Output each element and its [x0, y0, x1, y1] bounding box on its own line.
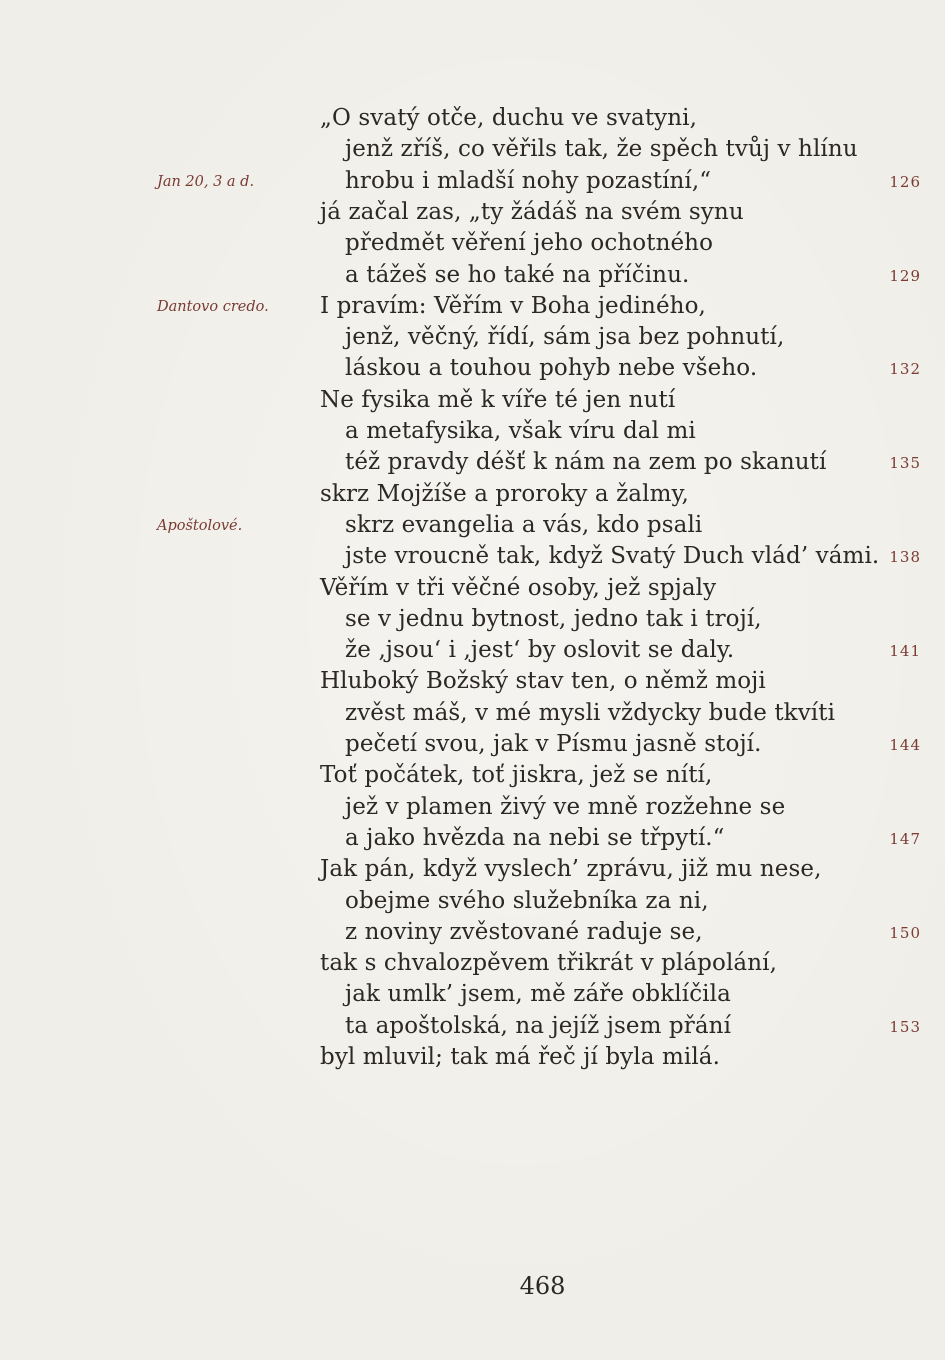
line-number: 141 — [889, 642, 921, 661]
line-number: 132 — [889, 360, 921, 379]
line-number: 153 — [889, 1017, 921, 1036]
verse-text: skrz evangelia a vás, kdo psali — [345, 511, 703, 538]
verse-text: skrz Mojžíše a proroky a žalmy, — [320, 480, 689, 507]
verse-line — [0, 698, 945, 729]
verse-text: hrobu i mladší nohy pozastíní,“ — [345, 167, 712, 194]
verse-line — [0, 228, 945, 259]
verse-text: jak umlk’ jsem, mě záře obklíčila — [345, 981, 731, 1008]
verse-text: Hluboký Božský stav ten, o němž moji — [320, 668, 766, 695]
verse-text: byl mluvil; tak má řeč jí byla milá. — [320, 1044, 721, 1070]
verse-line — [0, 166, 945, 197]
line-number: 150 — [889, 923, 921, 942]
verse-text: jenž zříš, co věřils tak, že spěch tvůj v hlínu — [345, 136, 858, 163]
verse-line — [0, 823, 945, 854]
verse-text: předmět věření jeho ochotného — [345, 230, 714, 257]
verse-text: z noviny zvěstované raduje se, — [345, 918, 703, 945]
verse-line — [0, 886, 945, 917]
verse-text: „O svatý otče, duchu ve svatyni, — [320, 105, 698, 131]
verse-text: Věřím v tři věčné osoby, jež spjaly — [320, 574, 717, 601]
margin-note: Jan 20, 3 a d. — [157, 173, 255, 190]
verse-text: tak s chvalozpěvem třikrát v plápolání, — [320, 950, 778, 977]
verse-line — [0, 792, 945, 823]
verse-text: jež v plamen živý ve mně rozžehne se — [345, 793, 786, 820]
line-number: 147 — [889, 829, 921, 848]
verse-line — [0, 979, 945, 1010]
verse-line — [0, 291, 945, 322]
verse-text: jenž, věčný, řídí, sám jsa bez pohnutí, — [345, 324, 785, 351]
verse-text: ta apoštolská, na jejíž jsem přání — [345, 1012, 732, 1039]
verse-text: jste vroucně tak, když Svatý Duch vlád’ vámi. — [345, 543, 880, 570]
verse-text: a metafysika, však víru dal mi — [345, 418, 696, 444]
line-number: 135 — [889, 454, 921, 473]
verse-line — [0, 260, 945, 291]
line-number: 144 — [889, 736, 921, 754]
verse-text: Jak pán, když vyslech’ zprávu, již mu nese, — [320, 856, 822, 883]
verse-line — [0, 666, 945, 697]
verse-line — [0, 1042, 945, 1073]
verse-text: též pravdy déšť k nám na zem po skanutí — [345, 449, 827, 476]
verse-line — [0, 573, 945, 604]
verse-text: obejme svého služebníka za ni, — [345, 887, 709, 914]
margin-note: Apoštolové. — [157, 517, 243, 534]
line-number: 138 — [889, 548, 921, 567]
verse-text: a jako hvězda na nebi se třpytí.“ — [345, 824, 725, 851]
page-number: 468 — [519, 1272, 566, 1300]
verse-line — [0, 948, 945, 979]
verse-line — [0, 917, 945, 948]
verse-text: já začal zas, „ty žádáš na svém synu — [320, 198, 744, 225]
verse-text: Toť počátek, toť jiskra, jež se nítí, — [320, 762, 713, 789]
verse-line — [0, 385, 945, 416]
verse-line — [0, 197, 945, 228]
verse-text: I pravím: Věřím v Boha jediného, — [320, 292, 706, 319]
verse-line — [0, 353, 945, 384]
verse-line — [0, 416, 945, 447]
verse-line — [0, 604, 945, 635]
verse-line — [0, 134, 945, 165]
line-number: 129 — [889, 266, 921, 285]
verse-line — [0, 635, 945, 666]
verse-text: láskou a touhou pohyb nebe všeho. — [345, 355, 758, 382]
verse-text: zvěst máš, v mé mysli vždycky bude tkvíti — [345, 699, 836, 726]
verse-line — [0, 479, 945, 510]
verse-line — [0, 1011, 945, 1042]
verse-line — [0, 541, 945, 572]
verse-text: a tážeš se ho také na příčinu. — [345, 261, 690, 288]
verse-line — [0, 510, 945, 541]
margin-note: Dantovo credo. — [157, 298, 269, 315]
verse-line — [0, 729, 945, 760]
verse-text: Ne fysika mě k víře té jen nutí — [320, 386, 676, 413]
line-number: 126 — [889, 172, 921, 191]
verse-line — [0, 854, 945, 885]
verse-text: že ‚jsou‘ i ‚jest‘ by oslovit se daly. — [345, 637, 735, 664]
verse-line — [0, 103, 945, 134]
verse-line — [0, 760, 945, 791]
verse-text: se v jednu bytnost, jedno tak i trojí, — [345, 605, 762, 632]
verse-line — [0, 447, 945, 478]
verse-line — [0, 322, 945, 353]
verse-text: pečetí svou, jak v Písmu jasně stojí. — [345, 731, 762, 757]
